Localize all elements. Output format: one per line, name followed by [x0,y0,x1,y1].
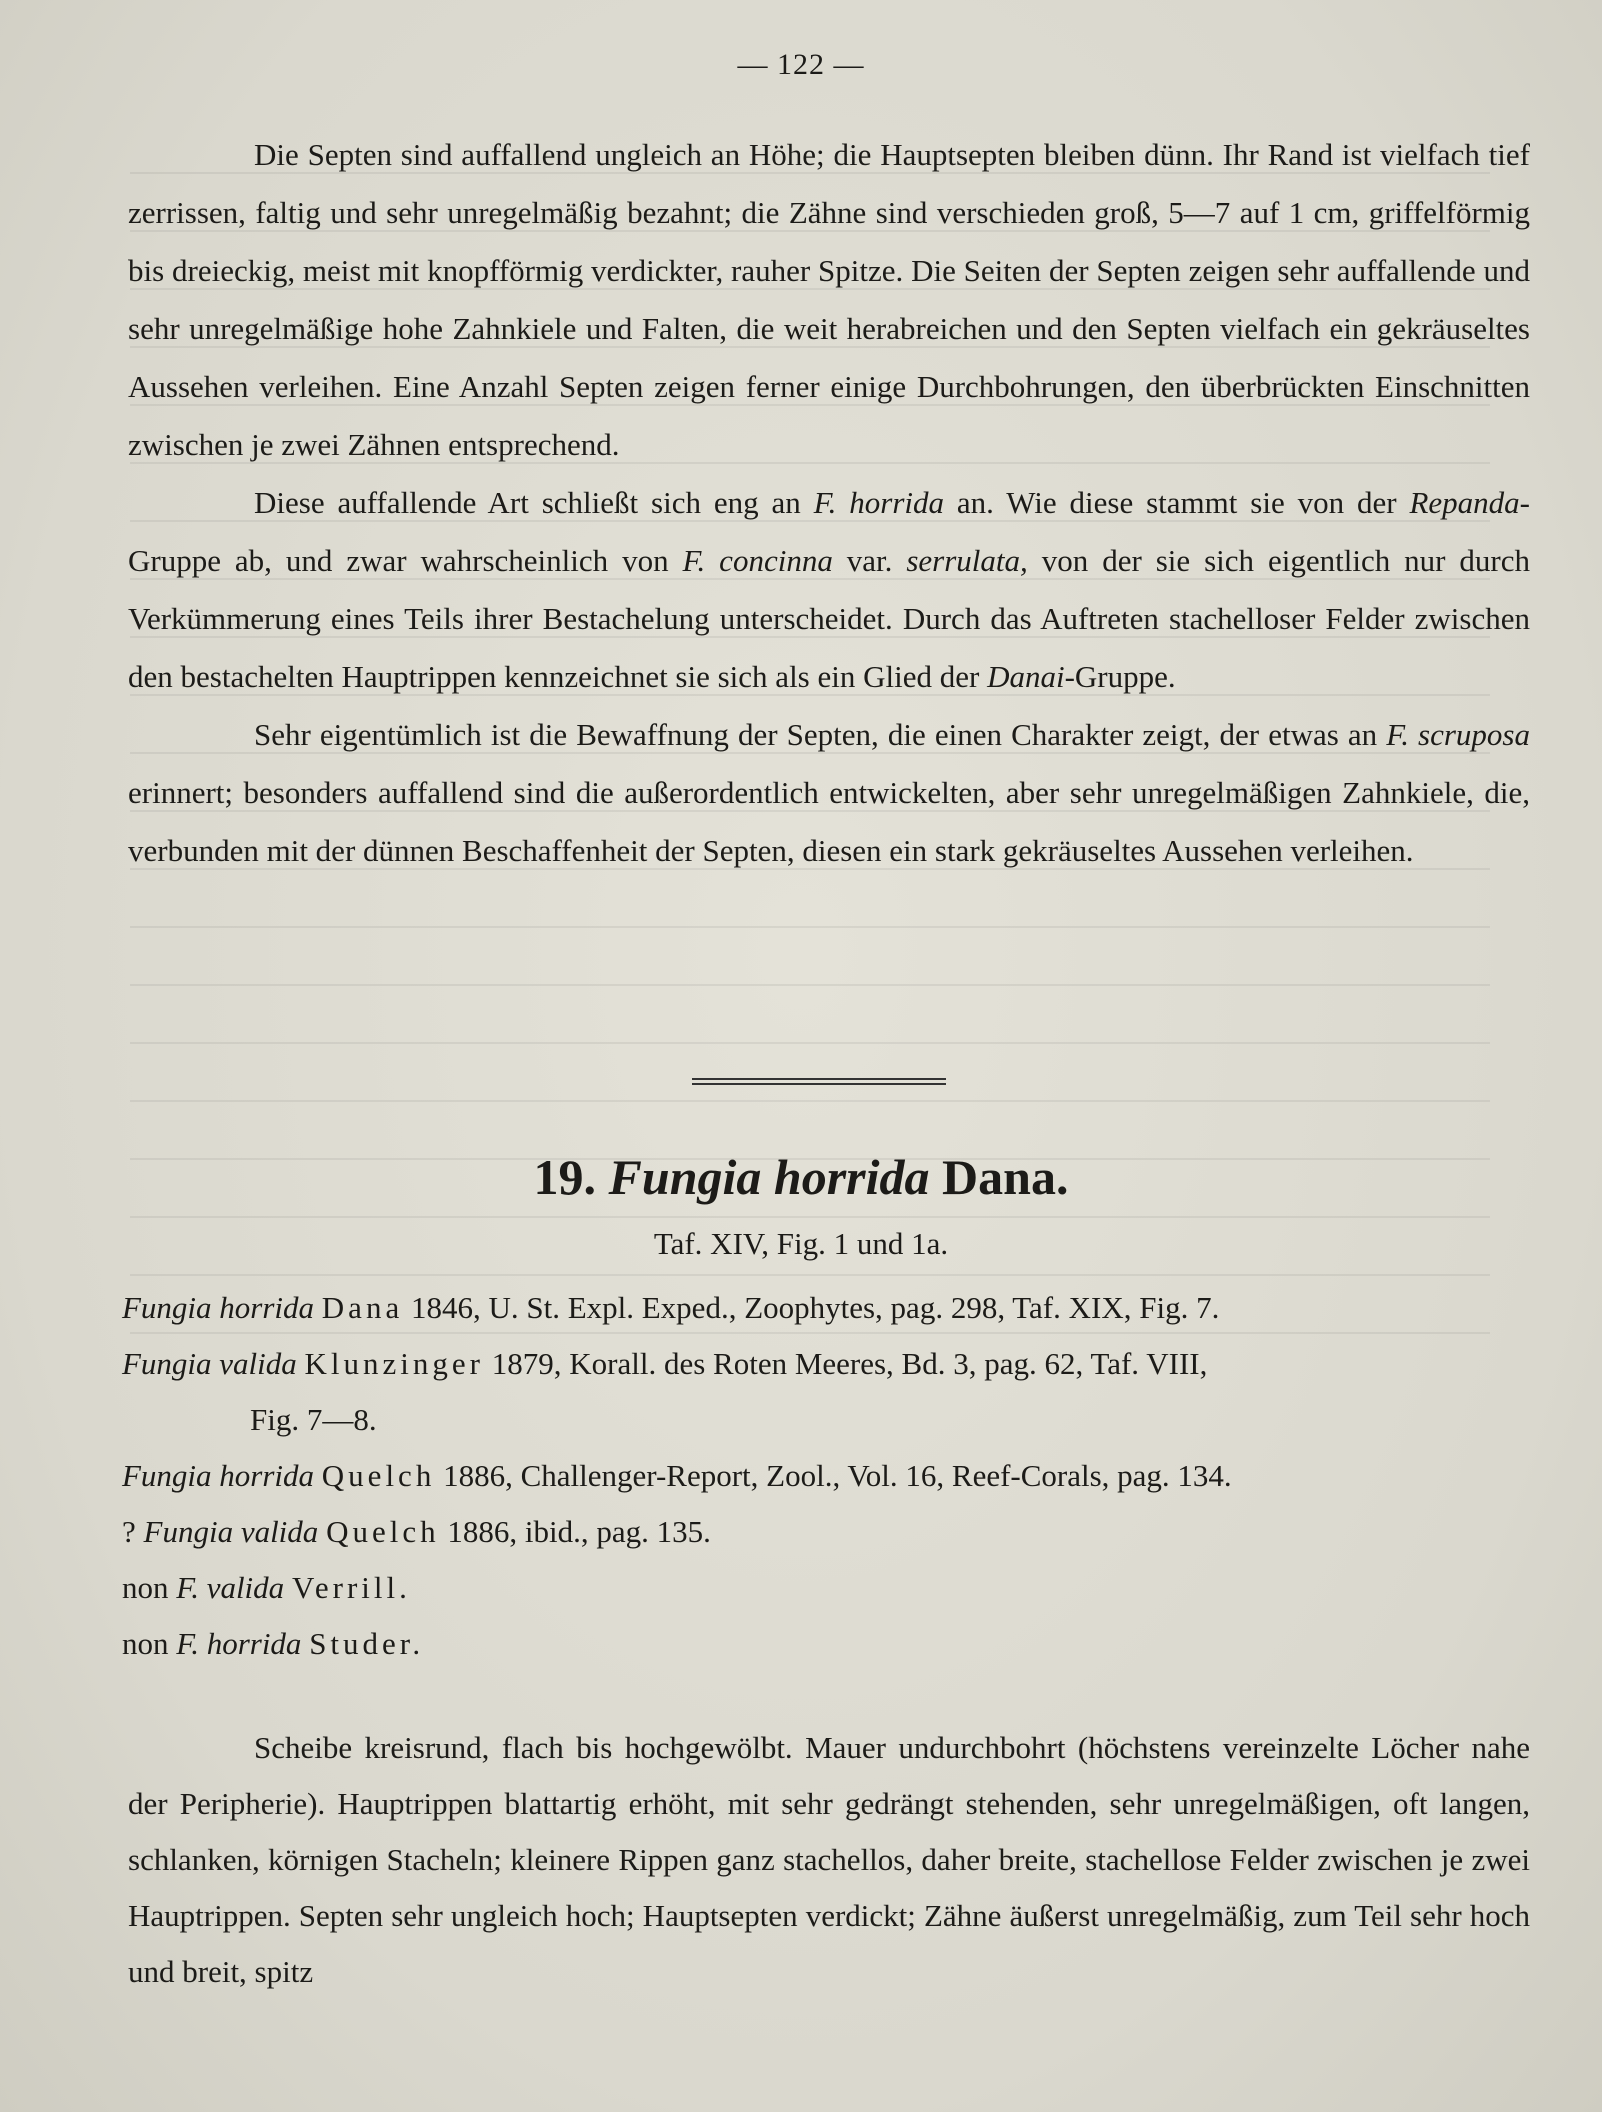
species-heading [0,1148,1602,1206]
synonym-entry: Fungia valida Klunzinger 1879, Korall. des Roten Meeres, Bd. 3, pag. 62, Taf. VIII, [122,1346,1208,1381]
text-section-1 [128,126,1530,880]
synonym-entry: non F. horrida Studer. [122,1626,425,1661]
synonym-entry-continuation: Fig. 7—8. [250,1402,377,1437]
description-paragraph: Scheibe kreisrund, flach bis hochgewölbt. Mauer undurchbohrt (höchstens vereinzelte Löcher nahe der Peripherie). Hauptrippen blattartig erhöht, mit sehr gedrängt stehenden, sehr unregelmäßigen, oft langen, schlanken, körnigen Stacheln; kleinere Rippen ganz stachellos, daher breite, stachellose Felder zwischen je zwei Hauptrippen. Septen sehr ungleich hoch; Hauptsepten verdickt; Zähne äußerst unregelmäßig, zum Teil sehr hoch und breit, spitz [128,1730,1530,1989]
section-divider [692,1078,946,1088]
description-section [128,1720,1530,2000]
paragraph-1: Die Septen sind auffallend ungleich an Höhe; die Hauptsepten bleiben dünn. Ihr Rand ist vielfach tief zerrissen, faltig und sehr unregelmäßig bezahnt; die Zähne sind verschieden groß, 5—7 auf 1 cm, griffelförmig bis dreieckig, meist mit knopfförmig verdickter, rauher Spitze. Die Seiten der Septen zeigen sehr auffallende und sehr unregelmäßige hohe Zahnkiele und Falten, die weit herabreichen und den Septen vielfach ein gekräuseltes Aussehen verleihen. Eine Anzahl Septen zeigen ferner einige Durchbohrungen, den überbrückten Einschnitten zwischen je zwei Zähnen entsprechend. [128,137,1530,462]
synonym-entry: Fungia horrida Dana 1846, U. St. Expl. Exped., Zoophytes, pag. 298, Taf. XIX, Fig. 7. [122,1290,1220,1325]
heading-species-name: Fungia horrida [608,1149,930,1205]
heading-number: 19. [533,1149,597,1205]
synonym-entry: non F. valida Verrill. [122,1570,411,1605]
plate-reference: Taf. XIV, Fig. 1 und 1a. [653,1226,949,1261]
synonym-entry: ? Fungia valida Quelch 1886, ibid., pag. 135. [122,1514,711,1549]
synonym-entry: Fungia horrida Quelch 1886, Challenger-Report, Zool., Vol. 16, Reef-Corals, pag. 134. [122,1458,1232,1493]
page-number: — 122 — [737,48,865,81]
heading-author: Dana. [942,1149,1069,1205]
paragraph-2: Diese auffallende Art schließt sich eng an F. horrida an. Wie diese stammt sie von der Repanda-Gruppe ab, und zwar wahrscheinlich von F. concinna var. serrulata, von der sie sich eigentlich nur durch Verkümmerung eines Teils ihrer Bestachelung unterscheidet. Durch das Auftreten stachelloser Felder zwischen den bestachelten Hauptrippen kennzeichnet sie sich als ein Glied der Danai-Gruppe. [128,485,1531,694]
synonymy-list [122,1280,1532,1672]
paragraph-3: Sehr eigentümlich ist die Bewaffnung der Septen, die einen Charakter zeigt, der etwas an F. scruposa erinnert; besonders auffallend sind die außerordentlich entwickelten, aber sehr unregelmäßigen Zahnkiele, die, verbunden mit der dünnen Beschaffenheit der Septen, diesen ein stark gekräuseltes Aussehen verleihen. [128,717,1530,868]
